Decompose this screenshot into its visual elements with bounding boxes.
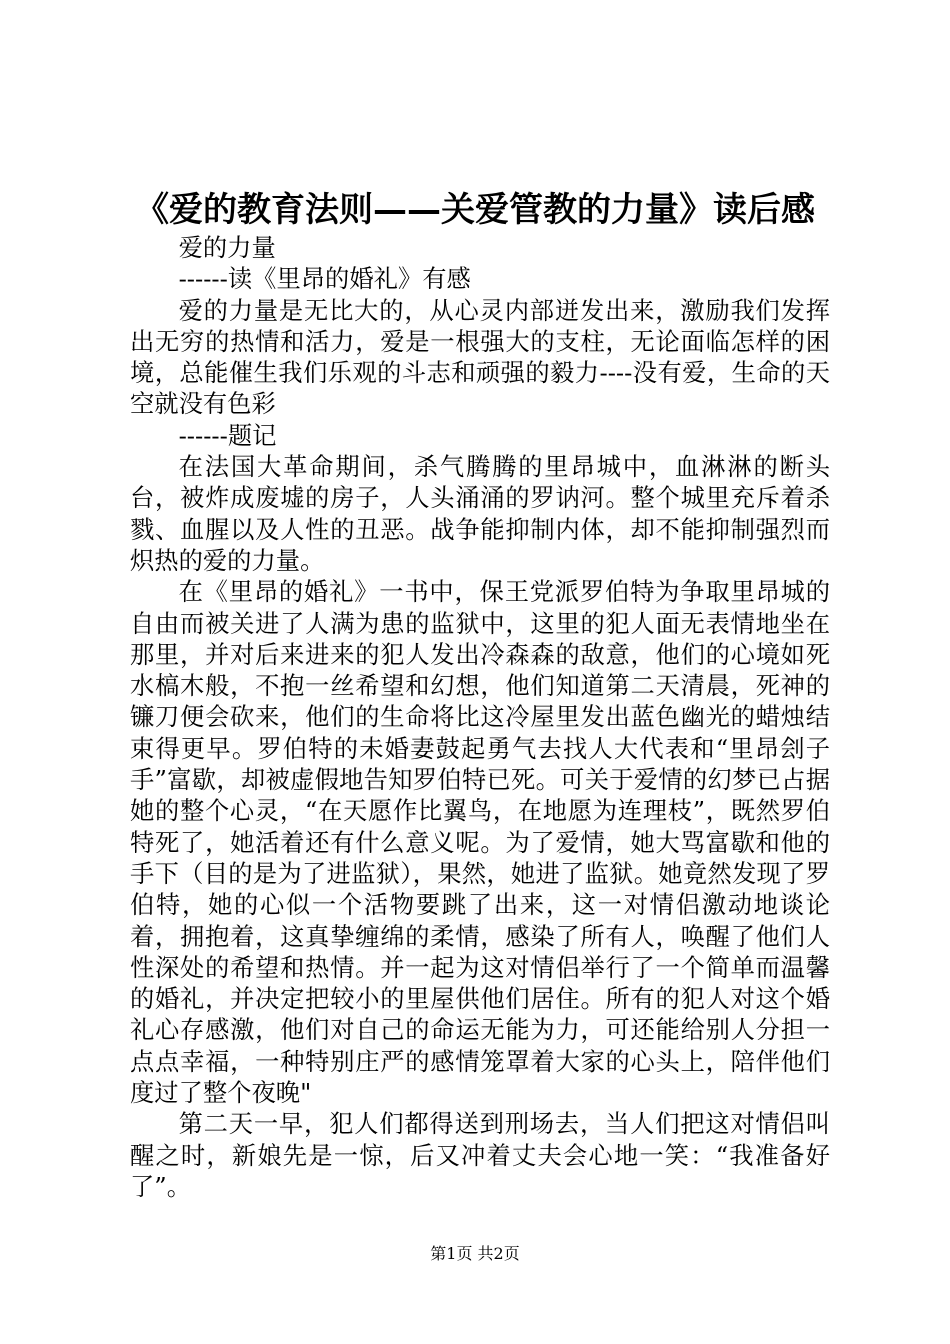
paragraph-body: 在《里昂的婚礼》一书中，保王党派罗伯特为争取里昂城的自由而被关进了人满为患的监狱中，这里的犯人面无表情地坐在那里，并对后来进来的犯人发出冷森森的敌意，他们的心境如死水槁木般，不抱一丝希望和幻想，他们知道第二天清晨，死神的镰刀便会砍来，他们的生命将比这冷屋里发出蓝色幽光的蜡烛结束得更早。罗伯特的未婚妻鼓起勇气去找人大代表和“里昂刽子手”富歇，却被虚假地告知罗伯特已死。可关于爱情的幻梦已占据她的整个心灵，“在天愿作比翼鸟，在地愿为连理枝”，既然罗伯特死了，她活着还有什么意义呢。为了爱情，她大骂富歇和他的手下（目的是为了进监狱），果然，她进了监狱。她竟然发现了罗伯特，她的心似一个活物要跳了出来，这一对情侣激动地谈论着，拥抱着，这真挚缠绵的柔情，感染了所有人，唤醒了他们人性深处的希望和热情。并一起为这对情侣举行了一个简单而温馨的婚礼，并决定把较小的里屋供他们居住。所有的犯人对这个婚礼心存感激，他们对自己的命运无能为力，可还能给别人分担一点点幸福，一种特别庄严的感情笼罩着大家的心头上，陪伴他们度过了整个夜晚"	[130, 577, 830, 1108]
document-title: 《爱的教育法则——关爱管教的力量》读后感	[135, 190, 815, 230]
paragraph-body: 在法国大革命期间，杀气腾腾的里昂城中，血淋淋的断头台，被炸成废墟的房子，人头涌涌的罗讷河。整个城里充斥着杀戮、血腥以及人性的丑恶。战争能抑制内体，却不能抑制强烈而炽热的爱的力量。	[130, 452, 830, 575]
paragraph-subheading: ------读《里昂的婚礼》有感	[178, 264, 471, 294]
document-body	[130, 232, 830, 1202]
paragraph-body: 第二天一早，犯人们都得送到刑场去，当人们把这对情侣叫醒之时，新娘先是一惊，后又冲着丈夫会心地一笑：“我准备好了”。	[130, 1109, 830, 1201]
paragraph-epigraph: 爱的力量是无比大的，从心灵内部迸发出来，激励我们发挥出无穷的热情和活力，爱是一根强大的支柱，无论面临怎样的困境，总能催生我们乐观的斗志和顽强的毅力----没有爱，生命的天空就没有色彩	[130, 295, 830, 419]
page-footer: 第1页 共2页	[430, 1244, 520, 1263]
paragraph-epigraph-attribution: ------题记	[178, 420, 277, 450]
paragraph-heading: 爱的力量	[178, 233, 276, 262]
